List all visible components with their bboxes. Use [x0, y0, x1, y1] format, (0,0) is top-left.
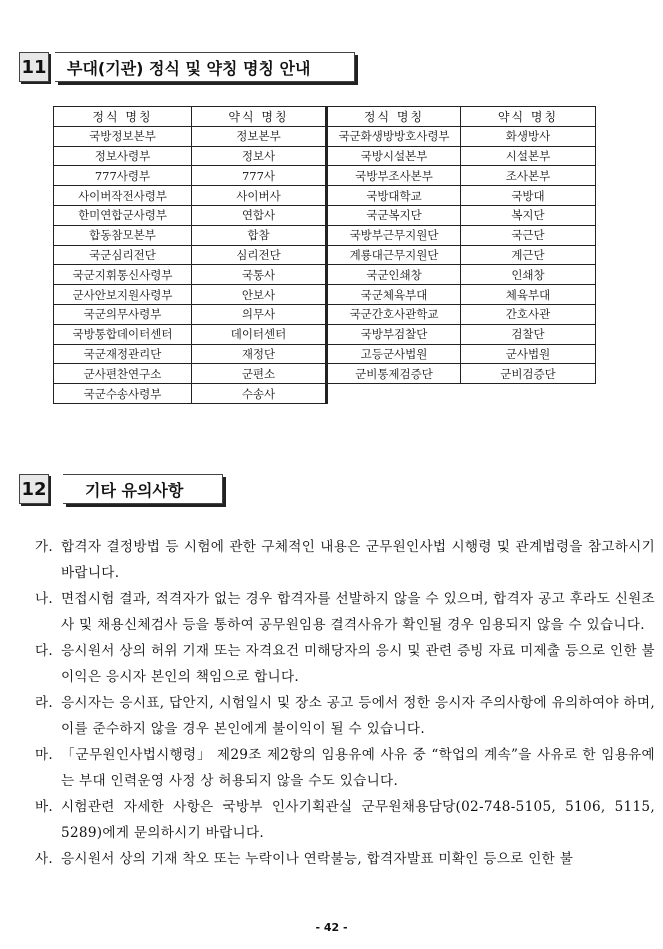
table-cell: 데이터센터 [192, 324, 327, 344]
column-header: 정식 명칭 [327, 107, 461, 127]
note-marker: 바. [35, 799, 54, 815]
table-row [54, 146, 596, 166]
note-item [35, 794, 655, 846]
table-cell: 국방시설본부 [327, 146, 461, 166]
table-cell: 수송사 [192, 384, 327, 404]
section-11-header [19, 52, 355, 82]
note-text: 합격자 결정방법 등 시험에 관한 구체적인 내용은 군무원인사법 시행령 및 관계법령을 참고하시기 바랍니다. [61, 539, 655, 581]
table-cell: 사이버사 [192, 186, 327, 206]
table-cell: 시설본부 [461, 146, 596, 166]
table-cell: 군사편찬연구소 [54, 364, 192, 384]
table-cell: 국방부조사본부 [327, 166, 461, 186]
section-12-header [19, 474, 223, 504]
table-cell: 군비통제검증단 [327, 364, 461, 384]
table-row [54, 186, 596, 206]
note-text: 면접시험 결과, 적격자가 없는 경우 합격자를 선발하지 않을 수 있으며, 합격자 공고 후라도 신원조사 및 채용신체검사 등을 통하여 공무원임용 결격사유가 확인될 경우 임용되지 않을 수 있습니다. [61, 591, 655, 633]
table-cell: 국군인쇄창 [327, 265, 461, 285]
section-number: 12 [19, 474, 49, 504]
table-cell: 검찰단 [461, 324, 596, 344]
table-cell: 간호사관 [461, 304, 596, 324]
unit-name-table [53, 106, 596, 404]
table-cell: 계룡대근무지원단 [327, 245, 461, 265]
table-cell: 정보사령부 [54, 146, 192, 166]
table-cell: 국군의무사령부 [54, 304, 192, 324]
table-cell: 국방정보본부 [54, 126, 192, 146]
table-cell: 국군간호사관학교 [327, 304, 461, 324]
table-cell: 체육부대 [461, 285, 596, 305]
table-cell: 국군화생방방호사령부 [327, 126, 461, 146]
table-cell: 국통사 [192, 265, 327, 285]
table-cell: 국군체육부대 [327, 285, 461, 305]
note-marker: 라. [35, 695, 54, 711]
table-cell: 계근단 [461, 245, 596, 265]
table-cell: 안보사 [192, 285, 327, 305]
table-cell: 국방통합데이터센터 [54, 324, 192, 344]
table-cell: 군사안보지원사령부 [54, 285, 192, 305]
table-header-row [54, 107, 596, 127]
note-marker: 가. [35, 539, 54, 555]
table-row [54, 126, 596, 146]
table-cell: 국군재정관리단 [54, 344, 192, 364]
table-row [54, 304, 596, 324]
note-item [35, 638, 655, 690]
table-cell: 한미연합군사령부 [54, 205, 192, 225]
table-row [54, 225, 596, 245]
page-number: - 42 - [315, 921, 348, 934]
table-row [54, 205, 596, 225]
note-marker: 마. [35, 747, 54, 763]
table-cell: 국군심리전단 [54, 245, 192, 265]
note-text: 「군무원인사법시행령」 제29조 제2항의 임용유예 사유 중 “학업의 계속”을 사유로 한 임용유예는 부대 인력운영 사정 상 허용되지 않을 수도 있습니다. [61, 747, 655, 789]
note-marker: 다. [35, 643, 54, 659]
table-row [54, 344, 596, 364]
table-cell: 조사본부 [461, 166, 596, 186]
section-title: 기타 유의사항 [63, 474, 223, 504]
table-cell: 777사 [192, 166, 327, 186]
table-cell: 연합사 [192, 205, 327, 225]
table-cell: 복지단 [461, 205, 596, 225]
table-cell: 사이버작전사령부 [54, 186, 192, 206]
table-row [54, 364, 596, 384]
notes-list [35, 534, 655, 872]
table-row [54, 285, 596, 305]
table-cell: 국방대학교 [327, 186, 461, 206]
table-cell: 국군지휘통신사령부 [54, 265, 192, 285]
note-marker: 나. [35, 591, 54, 607]
table-row [54, 166, 596, 186]
column-header: 약식 명칭 [192, 107, 327, 127]
table-cell: 정보사 [192, 146, 327, 166]
table-row [54, 245, 596, 265]
note-item [35, 690, 655, 742]
table-cell: 국방대 [461, 186, 596, 206]
table-cell: 고등군사법원 [327, 344, 461, 364]
table-cell: 화생방사 [461, 126, 596, 146]
table-row [54, 324, 596, 344]
table-cell: 군사법원 [461, 344, 596, 364]
table-row [54, 265, 596, 285]
note-item [35, 742, 655, 794]
column-header: 정식 명칭 [54, 107, 192, 127]
table-cell: 국군수송사령부 [54, 384, 192, 404]
column-header: 약식 명칭 [461, 107, 596, 127]
section-number: 11 [19, 52, 49, 82]
table-cell: 군비검증단 [461, 364, 596, 384]
empty-cell [327, 384, 596, 404]
note-text: 응시자는 응시표, 답안지, 시험일시 및 장소 공고 등에서 정한 응시자 주의사항에 유의하여야 하며, 이를 준수하지 않을 경우 본인에게 불이익이 될 수 있습니다. [61, 695, 655, 737]
table-cell: 인쇄창 [461, 265, 596, 285]
note-marker: 사. [35, 851, 54, 867]
table-cell: 의무사 [192, 304, 327, 324]
table-cell: 국방부검찰단 [327, 324, 461, 344]
note-text: 시험관련 자세한 사항은 국방부 인사기획관실 군무원채용담당(02-748-5105, 5106, 5115, 5289)에게 문의하시기 바랍니다. [61, 799, 655, 841]
table-row [54, 384, 596, 404]
note-text: 응시원서 상의 기재 착오 또는 누락이나 연락불능, 합격자발표 미확인 등으로 인한 불 [61, 851, 574, 867]
table-cell: 국방부근무지원단 [327, 225, 461, 245]
table-cell: 합동참모본부 [54, 225, 192, 245]
table-cell: 정보본부 [192, 126, 327, 146]
table-cell: 재정단 [192, 344, 327, 364]
table-cell: 군편소 [192, 364, 327, 384]
section-title: 부대(기관) 정식 및 약칭 명칭 안내 [55, 52, 355, 82]
table-cell: 국군복지단 [327, 205, 461, 225]
table-cell: 국근단 [461, 225, 596, 245]
note-item [35, 534, 655, 586]
note-item [35, 586, 655, 638]
note-text: 응시원서 상의 허위 기재 또는 자격요건 미해당자의 응시 및 관련 증빙 자료 미제출 등으로 인한 불이익은 응시자 본인의 책임으로 합니다. [61, 643, 655, 685]
table-cell: 777사령부 [54, 166, 192, 186]
table-cell: 합참 [192, 225, 327, 245]
note-item [35, 846, 655, 872]
table-cell: 심리전단 [192, 245, 327, 265]
